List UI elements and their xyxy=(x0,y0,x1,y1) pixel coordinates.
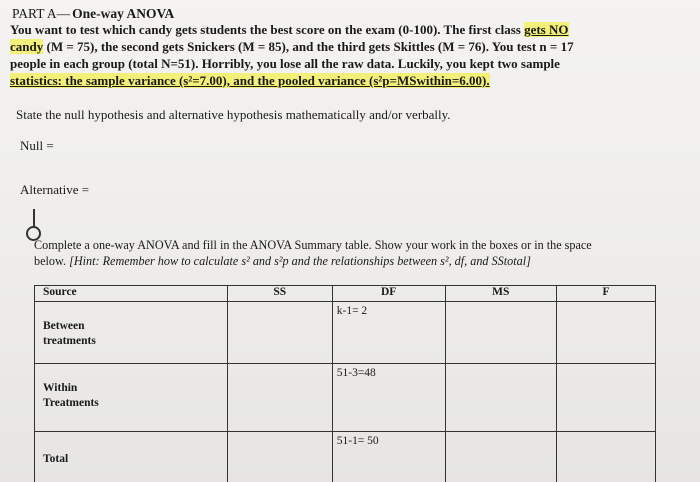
df-within-value: 51-3=48 xyxy=(336,367,376,379)
header-ms: MS xyxy=(445,286,556,302)
cell-df-between[interactable] xyxy=(332,302,445,364)
between-label-1: Between xyxy=(43,320,85,332)
cell-source-within xyxy=(35,364,228,432)
df-total-value: 51-1= 50 xyxy=(336,435,379,447)
df-between-value: k-1= 2 xyxy=(336,305,368,317)
intro-line-4 xyxy=(10,73,490,89)
table-row xyxy=(35,364,656,432)
cell-source-between xyxy=(35,302,228,364)
table-header-row xyxy=(35,286,656,302)
intro-line-1 xyxy=(10,22,569,38)
null-label: Null = xyxy=(20,138,54,153)
cell-f-within[interactable] xyxy=(556,364,655,432)
total-label: Total xyxy=(43,453,69,465)
complete-line-2 xyxy=(34,254,531,269)
intro-line-3 xyxy=(10,56,560,72)
intro-highlight-statistics: statistics: the sample variance (s²=7.00), and the pooled variance (s²p=MSwithin=6.00). xyxy=(10,73,490,88)
cell-ss-between[interactable] xyxy=(227,302,332,364)
intro-text-2b: (M = 75), the second gets Snickers (M = 85), and the third gets Skittles (M = 76). You test n = 17 xyxy=(43,39,574,54)
pen-mark-stem xyxy=(33,209,35,227)
within-label-1: Within xyxy=(43,382,78,394)
complete-text-2a: below. xyxy=(34,254,70,268)
cell-source-total xyxy=(35,432,228,482)
cell-ss-within[interactable] xyxy=(227,364,332,432)
header-source: Source xyxy=(35,286,228,302)
complete-line-1: Complete a one-way ANOVA and fill in the ANOVA Summary table. Show your work in the boxes or in the space xyxy=(34,238,592,252)
cell-df-total[interactable] xyxy=(332,432,445,482)
within-label-2: Treatments xyxy=(43,397,99,409)
part-dash: — xyxy=(56,6,71,21)
intro-highlight-candy: candy xyxy=(10,39,44,54)
header-ss: SS xyxy=(227,286,332,302)
header-df: DF xyxy=(332,286,445,302)
cell-ms-within[interactable] xyxy=(445,364,556,432)
cell-df-within[interactable] xyxy=(332,364,445,432)
cell-ms-total[interactable] xyxy=(445,432,556,482)
cell-ss-total[interactable] xyxy=(227,432,332,482)
anova-summary-table xyxy=(34,285,656,482)
cell-ms-between[interactable] xyxy=(445,302,556,364)
intro-text-3: people in each group (total N=51). Horribly, you lose all the raw data. Luckily, you kept two sample xyxy=(10,56,560,71)
table-row xyxy=(35,302,656,364)
cell-f-total[interactable] xyxy=(556,432,655,482)
alternative-label: Alternative = xyxy=(20,182,90,197)
part-label: PART A xyxy=(12,6,57,21)
cell-f-between[interactable] xyxy=(556,302,655,364)
instruction-text: State the null hypothesis and alternative hypothesis mathematically and/or verbally. xyxy=(16,107,451,122)
table-row xyxy=(35,432,656,482)
intro-highlight-gets-no: gets NO xyxy=(524,22,569,37)
part-title: One-way ANOVA xyxy=(72,6,175,21)
between-label-2: treatments xyxy=(43,335,96,347)
part-heading xyxy=(12,6,174,22)
intro-text-1a: You want to test which candy gets students the best score on the exam (0-100). The first class xyxy=(10,22,525,37)
complete-hint: [Hint: Remember how to calculate s² and s²p and the relationships between s², df, and SStotal] xyxy=(69,254,531,268)
intro-line-2 xyxy=(10,39,574,55)
header-f: F xyxy=(556,286,655,302)
